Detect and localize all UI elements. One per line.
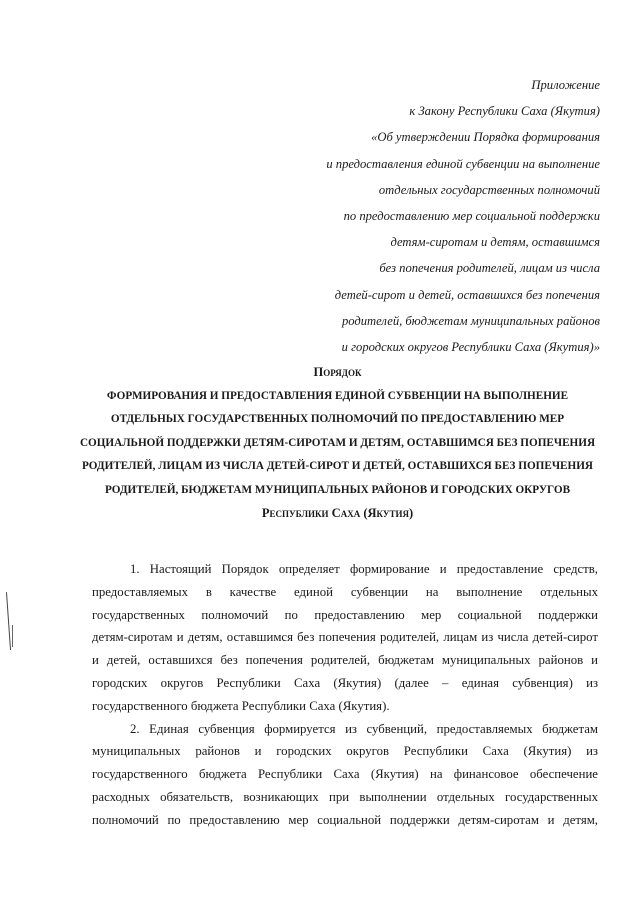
paragraph-line: 2. Единая субвенция формируется из субвенций, предоставляемых бюджетам: [130, 721, 598, 736]
appendix-line: без попечения родителей, лицам из числа: [379, 261, 600, 276]
appendix-line: родителей, бюджетам муниципальных районов: [341, 313, 600, 328]
paragraph-line: государственного бюджета Республики Саха (Якутия).: [92, 698, 390, 713]
title-line: Республики Саха (Якутия): [261, 506, 414, 520]
appendix-line: отдельных государственных полномочий: [378, 182, 600, 197]
document-title: [60, 361, 615, 526]
appendix-line: по предоставлению мер социальной поддержки: [343, 209, 600, 224]
paragraph-line: расходных обязательств, возникающих при выполнении отдельных государственных: [92, 789, 598, 804]
appendix-header: [280, 72, 600, 360]
paragraph-line: 1. Настоящий Порядок определяет формирование и предоставление средств,: [130, 562, 598, 576]
appendix-line: и предоставления единой субвенции на выполнение: [326, 156, 600, 171]
appendix-line: детям-сиротам и детям, оставшимся: [390, 235, 600, 250]
title-line: СОЦИАЛЬНОЙ ПОДДЕРЖКИ ДЕТЯМ-СИРОТАМ И ДЕТЯМ, ОСТАВШИМСЯ БЕЗ ПОПЕЧЕНИЯ: [79, 436, 596, 449]
appendix-line: «Об утверждении Порядка формирования: [371, 130, 600, 145]
appendix-line: Приложение: [531, 78, 600, 92]
paragraph-line: детям-сиротам и детям, оставшимся без попечения родителей, лицам из числа детей-сирот: [92, 630, 598, 645]
paragraph-line: государственного бюджета Республики Саха (Якутия) на финансовое обеспечение: [92, 767, 598, 782]
document-body: [92, 558, 598, 832]
appendix-line: к Закону Республики Саха (Якутия): [409, 104, 600, 119]
appendix-line: и городских округов Республики Саха (Якутия)»: [341, 340, 600, 355]
paragraph-1: [92, 558, 598, 718]
title-line: ОТДЕЛЬНЫХ ГОСУДАРСТВЕННЫХ ПОЛНОМОЧИЙ ПО ПРЕДОСТАВЛЕНИЮ МЕР: [110, 413, 565, 425]
paragraph-line: государственных полномочий по предоставлению мер социальной поддержки: [92, 607, 598, 622]
paragraph-2: [92, 718, 598, 832]
title-line: ФОРМИРОВАНИЯ И ПРЕДОСТАВЛЕНИЯ ЕДИНОЙ СУБВЕНЦИИ НА ВЫПОЛНЕНИЕ: [106, 389, 569, 402]
title-line: РОДИТЕЛЕЙ, ЛИЦАМ ИЗ ЧИСЛА ДЕТЕЙ-СИРОТ И ДЕТЕЙ, ОСТАВШИХСЯ БЕЗ ПОПЕЧЕНИЯ: [82, 460, 593, 472]
title-main: Порядок: [313, 365, 362, 379]
title-line: РОДИТЕЛЕЙ, БЮДЖЕТАМ МУНИЦИПАЛЬНЫХ РАЙОНОВ И ГОРОДСКИХ ОКРУГОВ: [104, 483, 571, 496]
paragraph-line: полномочий по предоставлению мер социальной поддержки детям-сиротам и детям,: [92, 812, 598, 827]
paragraph-line: городских округов Республики Саха (Якутия) (далее – единая субвенция) из: [92, 675, 598, 690]
paragraph-line: и детей, оставшихся без попечения родителей, бюджетам муниципальных районов и: [92, 653, 598, 668]
paragraph-line: муниципальных районов и городских округов Республики Саха (Якутия) из: [92, 744, 598, 759]
paragraph-line: предоставляемых в качестве единой субвенции на выполнение отдельных: [92, 584, 598, 599]
appendix-line: детей-сирот и детей, оставшихся без попечения: [334, 287, 600, 302]
scan-margin-mark: [12, 625, 14, 647]
